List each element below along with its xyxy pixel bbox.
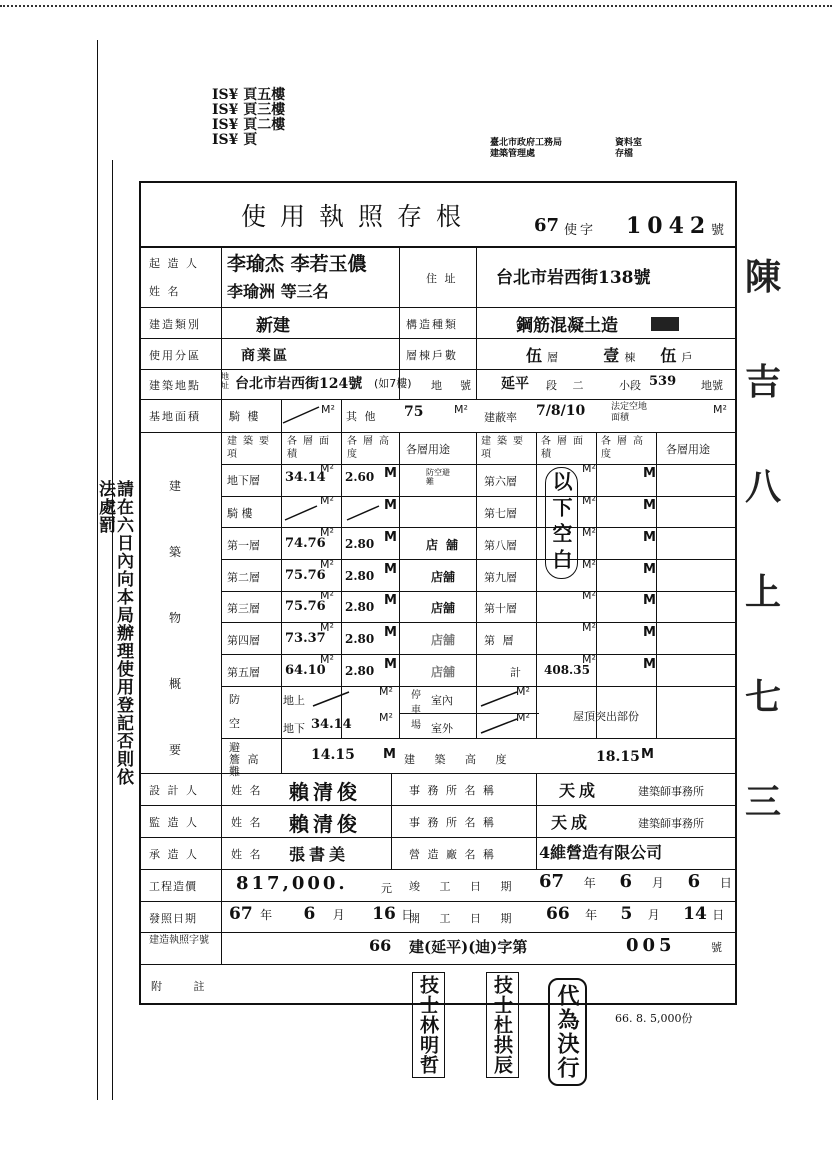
zone-label: 使用分區 — [149, 349, 201, 362]
blank-note: 以下空白 — [545, 467, 578, 579]
building-type-label: 建造類別 — [149, 318, 201, 331]
parking-out-unit: M² — [516, 711, 530, 724]
building-height-unit: M — [641, 747, 654, 762]
supervisor-label: 監 造 人 — [149, 816, 199, 829]
year-prefix: 67 — [534, 215, 560, 236]
right-floor-rows: 第六層 M² M 第七層 M² M 第八層 M² M 第九層 M² M 第十層 M² M 第 層 M² M 計 408.35 M² M — [484, 462, 656, 679]
floors-value: 伍 層 壹 棟 伍 戶 — [526, 346, 693, 365]
contractor-factory-label: 營 造 廠 名 稱 — [409, 848, 496, 861]
floor-stamp-line: IS¥ 頁五樓 — [212, 87, 286, 103]
print-note: 66. 8. 5,000份 — [615, 1012, 693, 1025]
area-arcade-label: 騎 樓 — [229, 410, 261, 423]
form-title: 使用執照存根 — [241, 202, 476, 231]
contractor-factory: 4維營造有限公司 — [539, 843, 663, 862]
col-area-header-r: 各層面積 — [541, 436, 589, 460]
col-height-header-r: 各層高度 — [601, 436, 649, 460]
building-type-value: 新建 — [256, 316, 290, 336]
number-suffix: 號 — [711, 223, 725, 238]
permit-form — [139, 181, 737, 1005]
right-margin-chars: 陳 吉 八 上 七 三 — [745, 256, 782, 823]
permit-year: 66 — [369, 936, 392, 955]
start-date: 66 年 5 月 14 日 — [546, 904, 725, 924]
floor-stamp-line: IS¥ 頁三樓 — [212, 102, 286, 118]
supervisor-name: 賴清俊 — [289, 812, 361, 836]
site-lot-number: 539 — [649, 374, 677, 389]
floor-row: 騎 樓 M² M — [227, 494, 397, 520]
address-value: 台北市岩西街138號 — [496, 268, 651, 288]
permit-number: 1042 — [626, 213, 712, 239]
site-section-label: 段 二 — [546, 379, 590, 392]
designer-office: 天成 — [559, 781, 600, 800]
cost-yuan: 元 — [381, 882, 392, 895]
permit-text: 建(延平)(迪)字第 — [409, 938, 528, 956]
parking-label: 停車場 — [411, 690, 421, 731]
office-stamp-line: 建築管理處 — [490, 149, 536, 159]
shelter-below-unit: M² — [379, 711, 393, 724]
shelter-above: 地上 — [283, 694, 305, 707]
office-stamp-line: 臺北市政府工務局 — [490, 138, 563, 148]
legal-open-space-label: 法定空地面積 — [611, 402, 648, 423]
supervisor-office-suffix: 建築師事務所 — [638, 817, 704, 830]
site-parens: (如7樓) — [374, 377, 412, 390]
floors-label: 層棟戶數 — [406, 349, 458, 362]
type-char: 使字 — [564, 223, 597, 238]
issue-label: 發照日期 — [149, 912, 197, 925]
contractor-name: 張書美 — [289, 845, 350, 864]
shelter-below-value: 34.14 — [311, 717, 352, 732]
floor-row: 第四層 73.37 M² 2.80 M 店舖 — [227, 621, 456, 647]
area-other-value: 75 — [404, 404, 424, 420]
parking-in-unit: M² — [516, 685, 530, 698]
notes-label: 附 註 — [151, 980, 219, 993]
permit-suffix: 號 — [711, 941, 722, 954]
designer-name: 賴清俊 — [289, 780, 361, 804]
floor-stamp-line: IS¥ 頁二樓 — [212, 117, 286, 133]
builder-label: 起 造 人 — [149, 257, 199, 270]
completion-date: 67 年 6 月 6 日 — [539, 871, 732, 892]
seal-delegated: 代為決行 — [548, 978, 587, 1086]
shelter-below: 地下 — [283, 722, 305, 735]
roof-label: 屋頂突出部份 — [573, 710, 639, 723]
eaves-value: 14.15 — [311, 747, 355, 763]
archive-stamp-line: 資料室 — [615, 138, 643, 148]
contractor-name-label: 姓 名 — [231, 848, 263, 861]
cost-value: 817,000. — [236, 873, 348, 894]
col-use-header-r: 各層用途 — [666, 443, 710, 456]
builder-name-1: 李瑜杰 李若玉儂 — [227, 253, 367, 275]
designer-office-suffix: 建築師事務所 — [638, 785, 704, 798]
seal-inspector-2: 技士杜拱辰 — [486, 972, 519, 1078]
overview-side-label: 建 築 物 概 要 — [169, 479, 182, 757]
completion-label: 竣 工 日 期 — [409, 880, 520, 893]
area-arcade-unit: M² — [321, 403, 335, 416]
floor-row: 地下層 34.14 M² 2.60 M 防空避難 — [227, 462, 450, 487]
floor-row: 第五層 64.10 M² 2.80 M 店舖 — [227, 653, 456, 679]
permit-label: 建造執照字號 — [149, 935, 209, 946]
designer-label: 設 計 人 — [149, 784, 199, 797]
seal-inspector-1: 技士林明哲 — [412, 972, 445, 1078]
site-label: 建築地點 — [149, 379, 201, 392]
col-height-header: 各層高度 — [347, 436, 395, 460]
archive-stamp — [615, 138, 642, 160]
builder-name-2: 李瑜洲 等三名 — [227, 282, 329, 301]
site-lot-label: 地號 — [701, 379, 723, 392]
floor-row: 第二層 75.76 M² 2.80 M 店舖 — [227, 558, 456, 584]
floor-stamp-line: IS¥ 頁 — [212, 132, 258, 148]
office-stamp — [490, 138, 562, 160]
building-height-value: 18.15 — [596, 749, 640, 765]
area-other-unit: M² — [454, 403, 468, 416]
designer-name-label: 姓 名 — [231, 784, 263, 797]
structure-label: 構造種類 — [406, 318, 458, 331]
left-floor-rows — [221, 464, 476, 687]
contractor-label: 承 造 人 — [149, 848, 199, 861]
floor-row: 第一層 74.76 M² 2.80 M 店舖 — [227, 526, 467, 552]
parking-out: 室外 — [431, 722, 453, 735]
eaves-unit: M — [383, 747, 396, 762]
address-label: 住 址 — [426, 272, 458, 285]
legal-open-space-unit: M² — [713, 403, 727, 416]
archive-stamp-line: 存檔 — [615, 149, 634, 159]
col-item-header-r: 建築要項 — [481, 436, 529, 460]
issue-date: 67 年 6 月 16 日 — [229, 904, 414, 924]
supervisor-name-label: 姓 名 — [231, 816, 263, 829]
floor-stamps — [212, 88, 332, 148]
col-item-header: 建築要項 — [227, 436, 275, 460]
designer-office-label: 事 務 所 名 稱 — [409, 784, 496, 797]
col-use-header: 各層用途 — [406, 443, 450, 456]
coverage-value: 7/8/10 — [536, 403, 586, 419]
permit-no: 005 — [626, 935, 676, 956]
margin-note: 請在六日內向本局辦理使用登記否則依法處罰 — [95, 480, 133, 786]
shelter-label: 防空避難 — [229, 693, 260, 778]
site-subsection-label: 小段 — [619, 379, 641, 392]
area-other-label: 其 他 — [346, 410, 378, 423]
supervisor-office: 天成 — [551, 813, 592, 832]
floor-row: 第三層 75.76 M² 2.80 M 店舖 — [227, 589, 456, 615]
site-sub-label: 地址 — [221, 372, 229, 390]
parking-in: 室內 — [431, 694, 453, 707]
site-address: 台北市岩西街124號 — [235, 376, 363, 392]
shelter-above-unit: M² — [379, 685, 393, 698]
builder-name-label: 姓 名 — [149, 285, 181, 298]
area-label: 基地面積 — [149, 410, 201, 423]
supervisor-office-label: 事 務 所 名 稱 — [409, 816, 496, 829]
eaves-label: 簷 高 — [229, 753, 261, 766]
building-height-label: 建 築 高 度 — [404, 753, 515, 766]
structure-value: 鋼筋混凝土造 — [516, 316, 618, 336]
coverage-label: 建蔽率 — [484, 411, 517, 424]
site-land-label: 地號 — [431, 379, 489, 392]
start-label: 開 工 日 期 — [409, 912, 520, 925]
zone-value: 商業區 — [241, 348, 289, 364]
cost-label: 工程造價 — [149, 880, 197, 893]
site-section-name: 延平 — [501, 376, 529, 392]
col-area-header: 各層面積 — [287, 436, 335, 460]
